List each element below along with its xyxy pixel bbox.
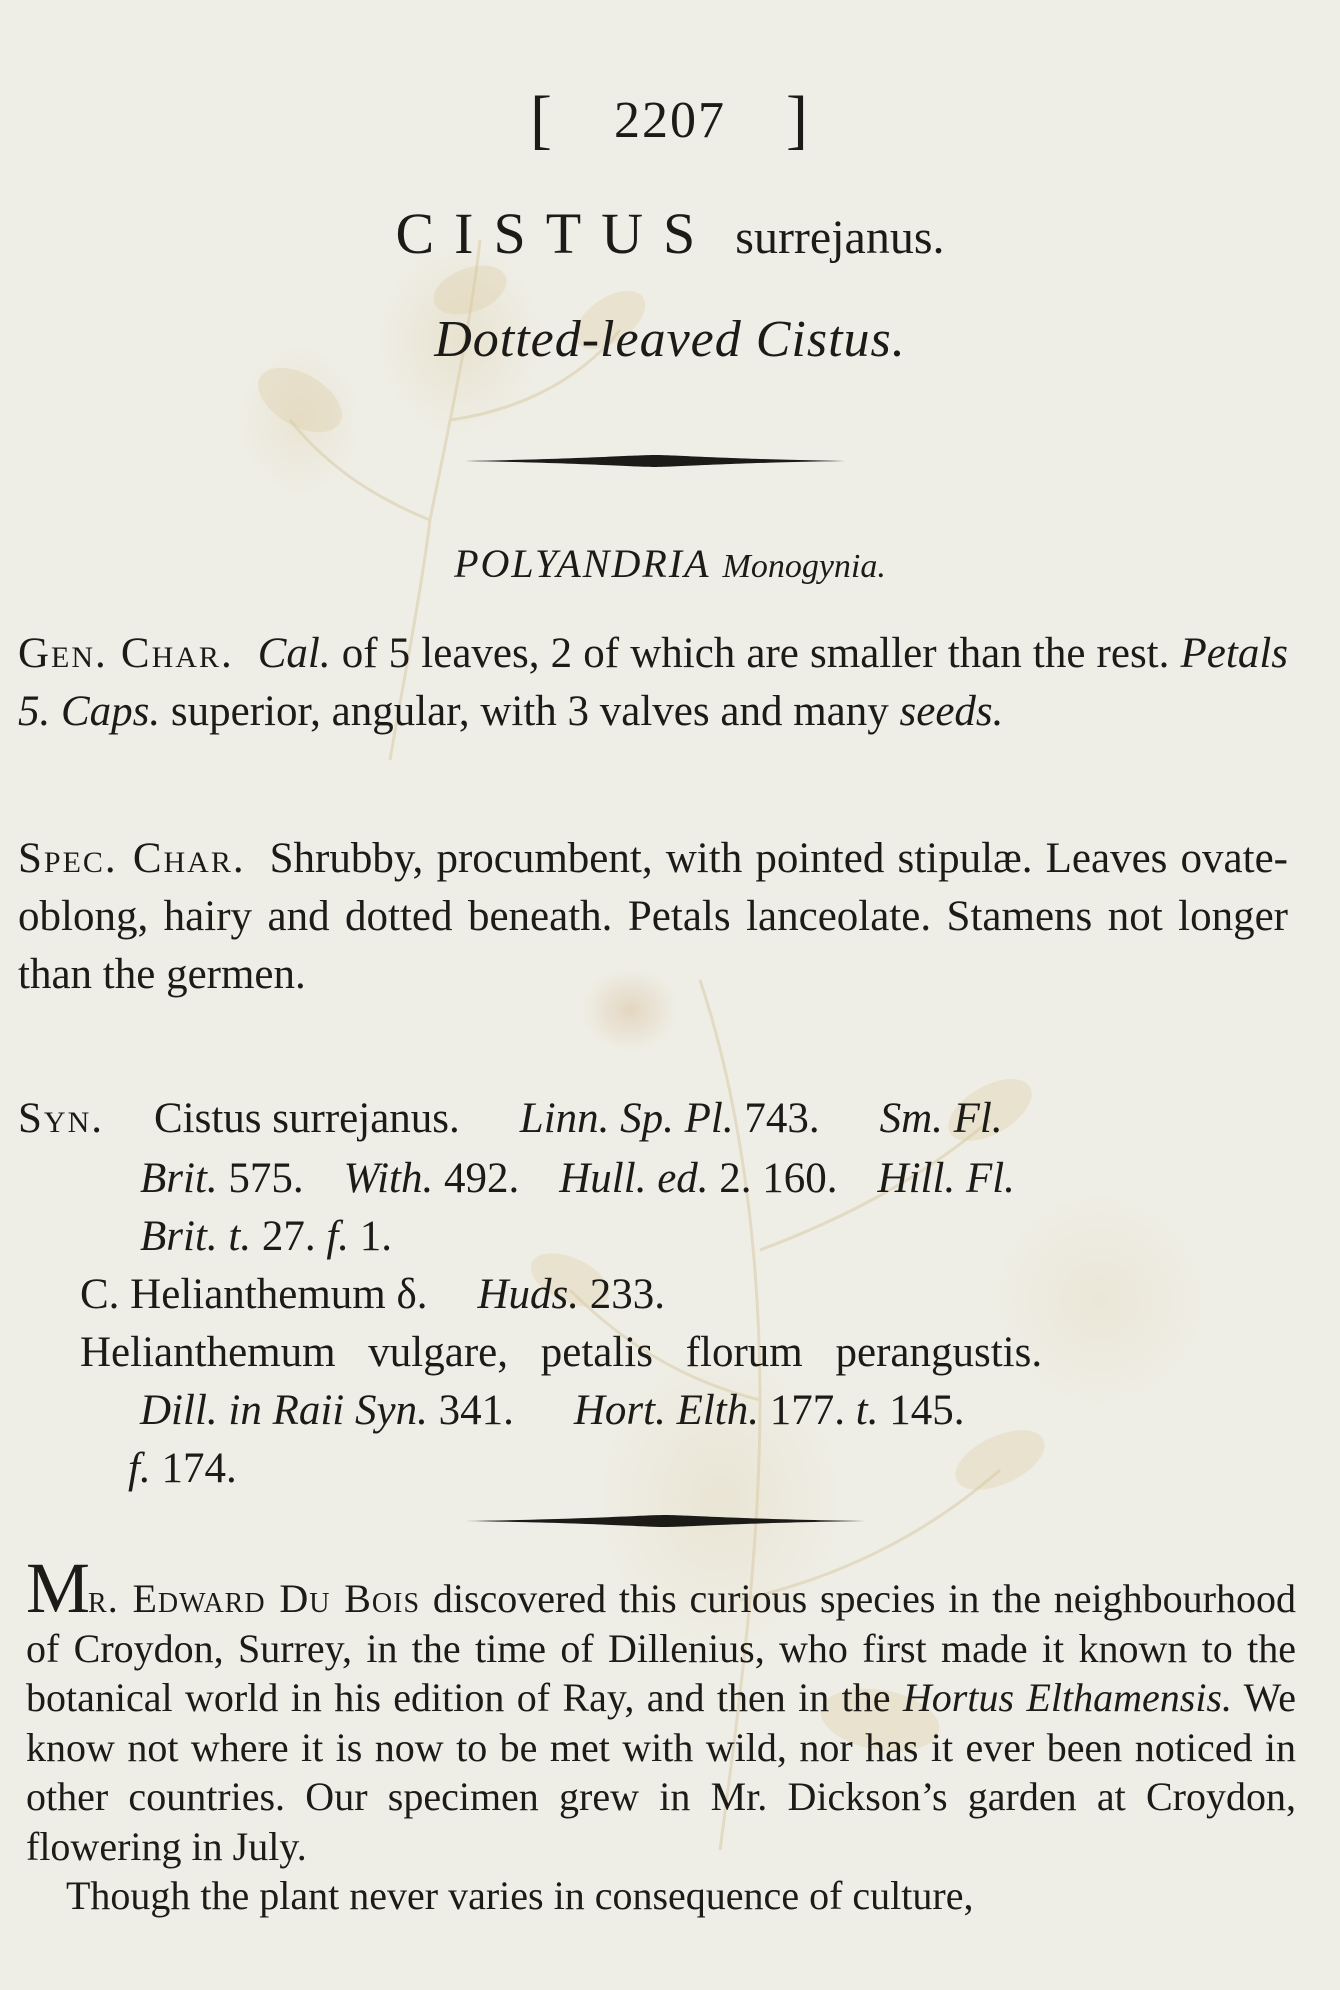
syn-text: Brit. t. xyxy=(140,1213,252,1260)
common-name: Dotted-leaved Cistus. xyxy=(434,311,906,368)
gen-char-text: seeds. xyxy=(899,688,1004,735)
syn-text: 174. xyxy=(150,1445,237,1492)
synonymy-line xyxy=(140,1382,964,1440)
syn-text: Brit. xyxy=(140,1155,218,1202)
syn-text: 743. xyxy=(733,1095,820,1142)
syn-text: f. xyxy=(128,1445,151,1492)
synonymy-line xyxy=(128,1440,237,1498)
syn-label: Syn. xyxy=(18,1095,104,1142)
linnaean-order: Monogynia. xyxy=(722,548,886,585)
specific-character xyxy=(18,830,1288,1004)
syn-text: Cistus surrejanus. xyxy=(154,1095,460,1142)
spec-char-text: Shrubby, procumbent, with pointed stipulæ. Leaves ovate-oblong, hairy and dotted beneath. Petals lanceolate. Stamens not longer than the germen. xyxy=(18,835,1288,998)
description-paragraph-2: Though the plant never varies in consequence of culture, xyxy=(66,1873,974,1918)
syn-text: 575. xyxy=(217,1155,304,1202)
left-bracket: [ xyxy=(530,83,554,156)
genus-name: CISTUS xyxy=(395,201,716,266)
syn-text: 27. xyxy=(251,1213,327,1260)
gen-char-text: of 5 leaves, 2 of which are smaller than the rest. xyxy=(330,630,1181,677)
syn-text: 492. xyxy=(433,1155,520,1202)
plate-number: 2207 xyxy=(614,92,726,149)
syn-text: t. xyxy=(855,1387,879,1434)
lead-in-caps: r. Edward Du Bois xyxy=(88,1576,421,1621)
synonymy-line xyxy=(140,1208,392,1266)
syn-text: Linn. Sp. Pl. xyxy=(519,1095,734,1142)
gen-char-text: Cal. xyxy=(257,630,331,677)
syn-text: Hull. ed. xyxy=(559,1155,709,1202)
synonymy-line xyxy=(140,1150,1015,1208)
syn-text: Helianthemum vulgare, petalis florum perangustis. xyxy=(80,1329,1043,1376)
syn-text: C. Helianthemum δ. xyxy=(80,1271,428,1318)
syn-text: Sm. Fl. xyxy=(879,1095,1003,1142)
species-name: surrejanus. xyxy=(735,211,945,264)
description-paragraph: We know not where it is now to be met with wild, nor has it ever been noticed in other countries. Our specimen grew in Mr. Dickson’s garden at Croydon, flowering in July. xyxy=(26,1675,1296,1869)
gen-char-text: Petals 5. xyxy=(18,630,1288,735)
description-italic: Hortus Elthamensis. xyxy=(902,1675,1232,1720)
syn-text: 145. xyxy=(878,1387,965,1434)
syn-text: Hort. Elth. xyxy=(573,1387,759,1434)
syn-text: 2. 160. xyxy=(708,1155,838,1202)
syn-text: f. xyxy=(326,1213,350,1260)
synonymy-line xyxy=(80,1324,1042,1382)
linnaean-class: POLYANDRIA xyxy=(454,541,711,586)
gen-char-text: Caps. xyxy=(61,688,161,735)
synonymy-line xyxy=(80,1266,665,1324)
syn-text: Dill. in Raii Syn. xyxy=(140,1387,428,1434)
spec-char-label: Spec. Char. xyxy=(18,835,246,882)
drop-cap: M xyxy=(26,1548,89,1628)
page-title xyxy=(0,200,1340,267)
synonymy-line xyxy=(18,1090,1003,1148)
right-bracket: ] xyxy=(786,83,810,156)
gen-char-label: Gen. Char. xyxy=(18,630,234,677)
classification xyxy=(0,540,1340,587)
description-text xyxy=(26,1548,1296,1921)
syn-text: Huds. xyxy=(477,1271,580,1318)
generic-character xyxy=(18,625,1288,741)
description-paragraph: discovered this curious species in the neighbourhood of Croydon, Surrey, in the time of Dillenius, who first made it known to the botanical world in his edition of Ray, and then in the xyxy=(26,1576,1296,1720)
gen-char-text: superior, angular, with 3 valves and many xyxy=(160,688,900,735)
syn-text: With. xyxy=(343,1155,434,1202)
syn-text: Hill. Fl. xyxy=(877,1155,1015,1202)
syn-text: 341. xyxy=(427,1387,514,1434)
gen-char-text xyxy=(50,688,61,735)
syn-text: 233. xyxy=(579,1271,666,1318)
page-number xyxy=(0,78,1340,154)
syn-text: 177. xyxy=(759,1387,856,1434)
syn-text: 1. xyxy=(349,1213,393,1260)
